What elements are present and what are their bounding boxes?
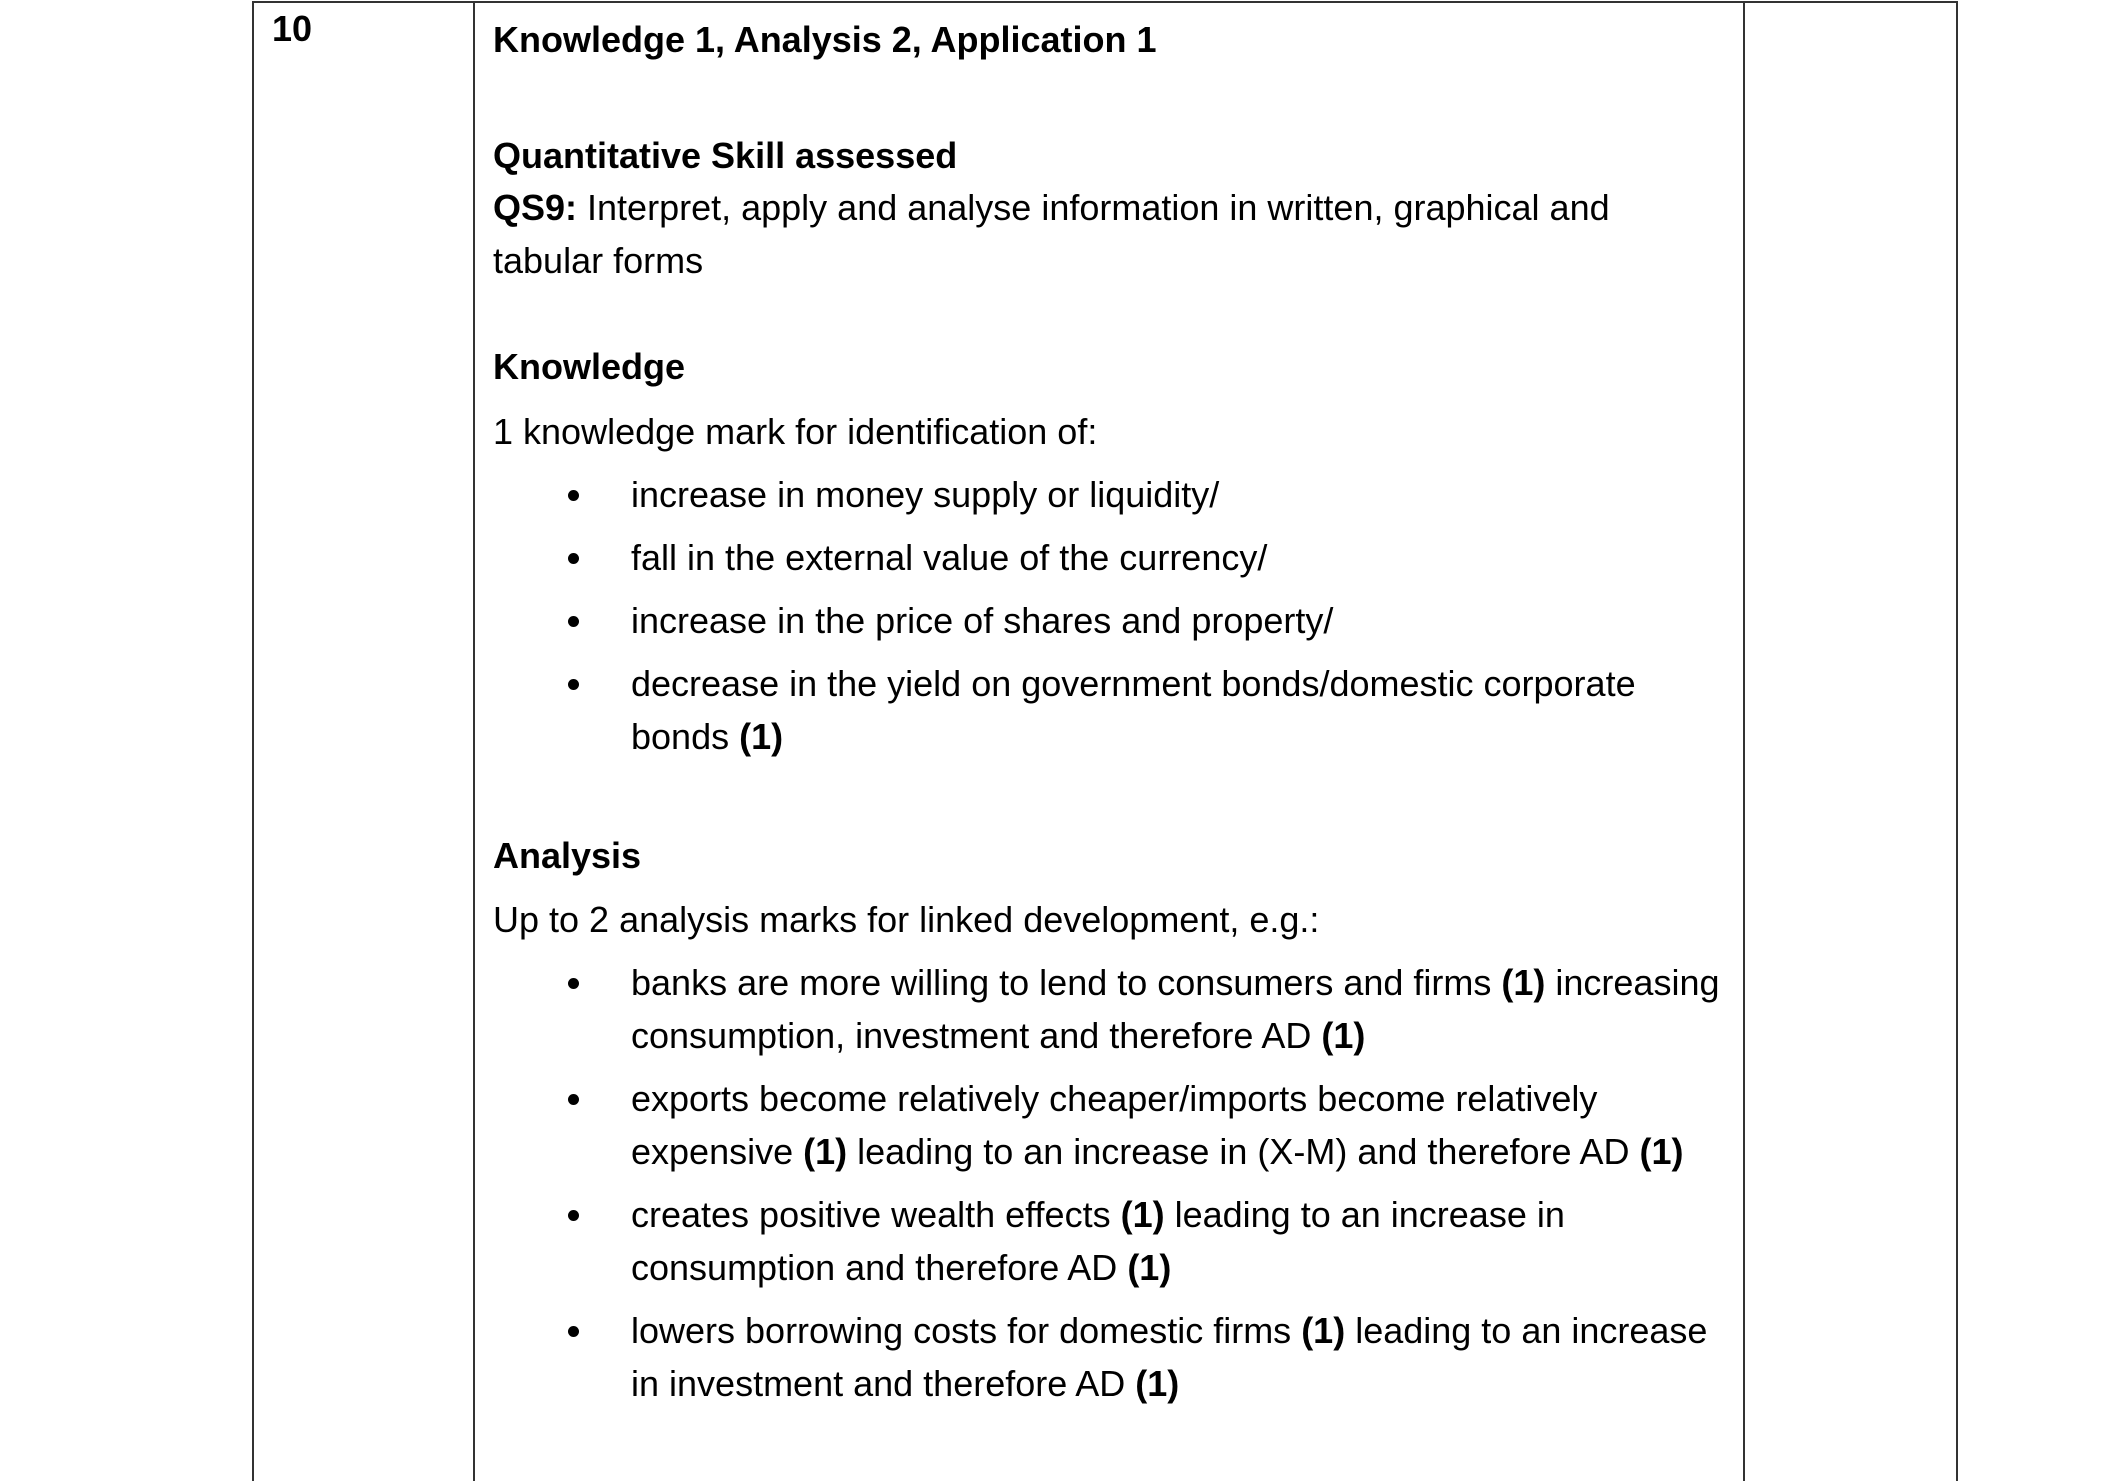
qs-heading: Quantitative Skill assessed — [493, 135, 958, 176]
knowledge-section — [493, 340, 1723, 773]
list-item: lowers borrowing costs for domestic firms (1) leading to an increase in investment and therefore AD (1) — [493, 1304, 1723, 1410]
analysis-section — [493, 829, 1723, 1420]
list-item: creates positive wealth effects (1) leading to an increase in consumption and therefore AD (1) — [493, 1188, 1723, 1294]
list-item: fall in the external value of the currency/ — [493, 531, 1723, 584]
column-divider — [473, 3, 475, 1481]
list-item: exports become relatively cheaper/imports become relatively expensive (1) leading to an increase in (X-M) and therefore AD (1) — [493, 1072, 1723, 1178]
marks-heading: Knowledge 1, Analysis 2, Application 1 — [493, 19, 1157, 60]
qs-text: Interpret, apply and analyse information in written, graphical and tabular forms — [493, 187, 1610, 281]
question-number: 10 — [272, 8, 313, 49]
qs-code: QS9: — [493, 187, 578, 228]
knowledge-intro: 1 knowledge mark for identification of: — [493, 411, 1098, 452]
list-item: banks are more willing to lend to consumers and firms (1) increasing consumption, investment and therefore AD (1) — [493, 956, 1723, 1062]
knowledge-heading: Knowledge — [493, 346, 686, 387]
quantitative-skill — [493, 129, 1723, 287]
column-divider — [1743, 3, 1745, 1481]
analysis-intro: Up to 2 analysis marks for linked development, e.g.: — [493, 899, 1320, 940]
analysis-heading: Analysis — [493, 835, 642, 876]
list-item: increase in the price of shares and property/ — [493, 594, 1723, 647]
list-item: decrease in the yield on government bonds/domestic corporate bonds (1) — [493, 657, 1723, 763]
list-item: increase in money supply or liquidity/ — [493, 468, 1723, 521]
